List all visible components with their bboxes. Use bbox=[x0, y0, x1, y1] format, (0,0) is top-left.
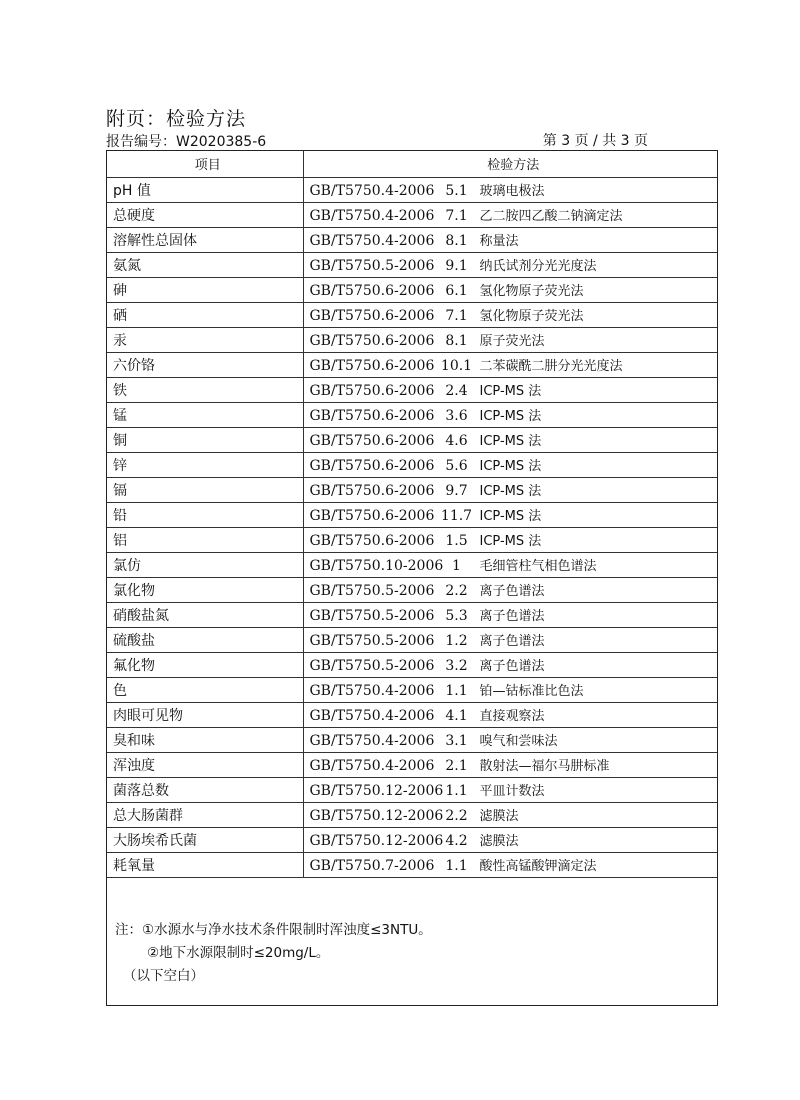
item-cell: 溶解性总固体 bbox=[107, 227, 303, 252]
section-number: 5.6 bbox=[445, 458, 468, 474]
item-cell: 砷 bbox=[107, 277, 303, 302]
item-cell: 铁 bbox=[107, 377, 303, 402]
standard-number: GB/T5750.6-2006 bbox=[309, 483, 435, 499]
section-number: 1.1 bbox=[445, 683, 468, 699]
method-cell bbox=[303, 602, 717, 627]
table-row bbox=[107, 177, 717, 202]
header-item: 项目 bbox=[107, 151, 303, 177]
table-row bbox=[107, 377, 717, 402]
item-cell: 氨氮 bbox=[107, 252, 303, 277]
table-row bbox=[107, 652, 717, 677]
table-row bbox=[107, 777, 717, 802]
section-number: 9.7 bbox=[445, 483, 468, 499]
item-cell: 硝酸盐氮 bbox=[107, 602, 303, 627]
item-cell: 六价铬 bbox=[107, 352, 303, 377]
standard-number: GB/T5750.5-2006 bbox=[309, 258, 435, 274]
item-cell: 耗氧量 bbox=[107, 852, 303, 877]
item-cell: 大肠埃希氏菌 bbox=[107, 827, 303, 852]
table-row bbox=[107, 527, 717, 552]
item-cell: 锰 bbox=[107, 402, 303, 427]
standard-number: GB/T5750.4-2006 bbox=[309, 708, 435, 724]
standard-number: GB/T5750.4-2006 bbox=[309, 733, 435, 749]
section-number: 8.1 bbox=[445, 333, 468, 349]
section-number: 6.1 bbox=[445, 283, 468, 299]
method-cell bbox=[303, 577, 717, 602]
method-name: 称量法 bbox=[479, 234, 519, 249]
method-name: ICP-MS 法 bbox=[479, 484, 542, 499]
method-name: 纳氏试剂分光光度法 bbox=[479, 259, 597, 274]
item-cell: 氯化物 bbox=[107, 577, 303, 602]
item-cell: 菌落总数 bbox=[107, 777, 303, 802]
method-cell bbox=[303, 252, 717, 277]
section-number: 5.1 bbox=[445, 183, 468, 199]
section-number: 1 bbox=[452, 558, 461, 574]
table-body bbox=[107, 177, 717, 877]
method-cell bbox=[303, 277, 717, 302]
method-cell bbox=[303, 477, 717, 502]
table-row bbox=[107, 252, 717, 277]
standard-number: GB/T5750.7-2006 bbox=[309, 858, 435, 874]
table-row bbox=[107, 452, 717, 477]
standard-number: GB/T5750.4-2006 bbox=[309, 208, 435, 224]
method-name: ICP-MS 法 bbox=[479, 509, 542, 524]
item-cell: 硫酸盐 bbox=[107, 627, 303, 652]
method-name: ICP-MS 法 bbox=[479, 459, 542, 474]
method-name: 滤膜法 bbox=[479, 809, 519, 824]
method-name: 离子色谱法 bbox=[479, 609, 545, 624]
method-name: 氢化物原子荧光法 bbox=[479, 309, 584, 324]
method-cell bbox=[303, 452, 717, 477]
table-row bbox=[107, 752, 717, 777]
method-cell bbox=[303, 727, 717, 752]
method-cell bbox=[303, 652, 717, 677]
section-number: 8.1 bbox=[445, 233, 468, 249]
section-number: 1.5 bbox=[445, 533, 468, 549]
table-row bbox=[107, 602, 717, 627]
method-cell bbox=[303, 527, 717, 552]
table-row bbox=[107, 677, 717, 702]
method-cell bbox=[303, 327, 717, 352]
table-row bbox=[107, 202, 717, 227]
section-number: 4.2 bbox=[445, 833, 468, 849]
table-row bbox=[107, 552, 717, 577]
method-cell bbox=[303, 427, 717, 452]
note-line-1: 注：①水源水与净水技术条件限制时浑浊度≤3NTU。 bbox=[115, 922, 432, 938]
method-name: ICP-MS 法 bbox=[479, 409, 542, 424]
table-row bbox=[107, 502, 717, 527]
method-name: 直接观察法 bbox=[479, 709, 545, 724]
standard-number: GB/T5750.6-2006 bbox=[309, 333, 435, 349]
method-name: 铂—钴标准比色法 bbox=[479, 684, 584, 699]
method-name: 二苯碳酰二肼分光光度法 bbox=[479, 359, 623, 374]
method-name: ICP-MS 法 bbox=[479, 534, 542, 549]
standard-number: GB/T5750.6-2006 bbox=[309, 408, 435, 424]
method-name: ICP-MS 法 bbox=[479, 434, 542, 449]
method-cell bbox=[303, 177, 717, 202]
table-row bbox=[107, 227, 717, 252]
section-number: 1.2 bbox=[445, 633, 468, 649]
item-cell: 铝 bbox=[107, 527, 303, 552]
section-number: 2.1 bbox=[445, 758, 468, 774]
standard-number: GB/T5750.5-2006 bbox=[309, 658, 435, 674]
standard-number: GB/T5750.6-2006 bbox=[309, 383, 435, 399]
item-cell: 镉 bbox=[107, 477, 303, 502]
item-cell: 总硬度 bbox=[107, 202, 303, 227]
header-method: 检验方法 bbox=[303, 151, 717, 177]
section-number: 4.6 bbox=[445, 433, 468, 449]
standard-number: GB/T5750.12-2006 bbox=[309, 808, 444, 824]
section-number: 10.1 bbox=[440, 358, 473, 374]
methods-frame bbox=[106, 150, 718, 1006]
method-cell bbox=[303, 377, 717, 402]
section-number: 2.2 bbox=[445, 583, 468, 599]
item-cell: 总大肠菌群 bbox=[107, 802, 303, 827]
item-cell: 氯仿 bbox=[107, 552, 303, 577]
table-row bbox=[107, 402, 717, 427]
standard-number: GB/T5750.4-2006 bbox=[309, 233, 435, 249]
method-cell bbox=[303, 552, 717, 577]
method-cell bbox=[303, 827, 717, 852]
standard-number: GB/T5750.6-2006 bbox=[309, 533, 435, 549]
standard-number: GB/T5750.6-2006 bbox=[309, 308, 435, 324]
section-number: 1.1 bbox=[445, 783, 468, 799]
standard-number: GB/T5750.5-2006 bbox=[309, 633, 435, 649]
section-number: 2.2 bbox=[445, 808, 468, 824]
method-cell bbox=[303, 502, 717, 527]
item-cell: 氟化物 bbox=[107, 652, 303, 677]
method-name: 乙二胺四乙酸二钠滴定法 bbox=[479, 209, 623, 224]
method-name: 嗅气和尝味法 bbox=[479, 734, 558, 749]
method-cell bbox=[303, 777, 717, 802]
method-name: 平皿计数法 bbox=[479, 784, 545, 799]
method-name: 玻璃电极法 bbox=[479, 184, 545, 199]
section-number: 3.6 bbox=[445, 408, 468, 424]
table-row bbox=[107, 827, 717, 852]
method-cell bbox=[303, 852, 717, 877]
method-name: 散射法—福尔马肼标准 bbox=[479, 759, 610, 774]
method-name: ICP-MS 法 bbox=[479, 384, 542, 399]
method-name: 原子荧光法 bbox=[479, 334, 545, 349]
section-number: 1.1 bbox=[445, 858, 468, 874]
methods-table bbox=[107, 151, 717, 878]
section-number: 3.2 bbox=[445, 658, 468, 674]
method-cell bbox=[303, 802, 717, 827]
method-cell bbox=[303, 702, 717, 727]
table-row bbox=[107, 577, 717, 602]
report-number: 报告编号：W2020385-6 bbox=[106, 134, 267, 150]
section-number: 5.3 bbox=[445, 608, 468, 624]
method-name: 离子色谱法 bbox=[479, 634, 545, 649]
method-cell bbox=[303, 202, 717, 227]
method-cell bbox=[303, 302, 717, 327]
method-cell bbox=[303, 352, 717, 377]
table-row bbox=[107, 277, 717, 302]
method-name: 离子色谱法 bbox=[479, 584, 545, 599]
item-cell: 锌 bbox=[107, 452, 303, 477]
standard-number: GB/T5750.6-2006 bbox=[309, 358, 435, 374]
note-line-2: ②地下水源限制时≤20mg/L。 bbox=[147, 945, 330, 961]
standard-number: GB/T5750.4-2006 bbox=[309, 758, 435, 774]
table-row bbox=[107, 727, 717, 752]
table-row bbox=[107, 327, 717, 352]
method-cell bbox=[303, 752, 717, 777]
method-cell bbox=[303, 627, 717, 652]
section-number: 4.1 bbox=[445, 708, 468, 724]
item-cell: 硒 bbox=[107, 302, 303, 327]
table-row bbox=[107, 477, 717, 502]
standard-number: GB/T5750.4-2006 bbox=[309, 683, 435, 699]
method-name: 氢化物原子荧光法 bbox=[479, 284, 584, 299]
table-row bbox=[107, 802, 717, 827]
item-cell: 色 bbox=[107, 677, 303, 702]
standard-number: GB/T5750.12-2006 bbox=[309, 833, 444, 849]
table-row bbox=[107, 627, 717, 652]
section-number: 7.1 bbox=[445, 308, 468, 324]
standard-number: GB/T5750.4-2006 bbox=[309, 183, 435, 199]
method-name: 毛细管柱气相色谱法 bbox=[479, 559, 597, 574]
standard-number: GB/T5750.5-2006 bbox=[309, 608, 435, 624]
item-cell: pH 值 bbox=[107, 177, 303, 202]
table-header-row bbox=[107, 151, 717, 177]
method-cell bbox=[303, 227, 717, 252]
item-cell: 铜 bbox=[107, 427, 303, 452]
standard-number: GB/T5750.12-2006 bbox=[309, 783, 444, 799]
standard-number: GB/T5750.6-2006 bbox=[309, 283, 435, 299]
section-number: 7.1 bbox=[445, 208, 468, 224]
table-row bbox=[107, 702, 717, 727]
notes bbox=[115, 919, 432, 988]
standard-number: GB/T5750.6-2006 bbox=[309, 508, 435, 524]
section-number: 11.7 bbox=[440, 508, 473, 524]
item-cell: 铅 bbox=[107, 502, 303, 527]
section-number: 3.1 bbox=[445, 733, 468, 749]
table-row bbox=[107, 852, 717, 877]
item-cell: 肉眼可见物 bbox=[107, 702, 303, 727]
page-title: 附页：检验方法 bbox=[106, 108, 247, 130]
item-cell: 浑浊度 bbox=[107, 752, 303, 777]
item-cell: 臭和味 bbox=[107, 727, 303, 752]
standard-number: GB/T5750.10-2006 bbox=[309, 558, 444, 574]
page-number: 第 3 页 / 共 3 页 bbox=[542, 133, 648, 149]
table-row bbox=[107, 427, 717, 452]
table-row bbox=[107, 352, 717, 377]
item-cell: 汞 bbox=[107, 327, 303, 352]
standard-number: GB/T5750.6-2006 bbox=[309, 458, 435, 474]
section-number: 9.1 bbox=[445, 258, 468, 274]
method-name: 滤膜法 bbox=[479, 834, 519, 849]
section-number: 2.4 bbox=[445, 383, 468, 399]
standard-number: GB/T5750.6-2006 bbox=[309, 433, 435, 449]
blank-remainder-note: （以下空白） bbox=[123, 968, 204, 984]
method-name: 酸性高锰酸钾滴定法 bbox=[479, 859, 597, 874]
method-cell bbox=[303, 402, 717, 427]
method-name: 离子色谱法 bbox=[479, 659, 545, 674]
standard-number: GB/T5750.5-2006 bbox=[309, 583, 435, 599]
method-cell bbox=[303, 677, 717, 702]
table-row bbox=[107, 302, 717, 327]
